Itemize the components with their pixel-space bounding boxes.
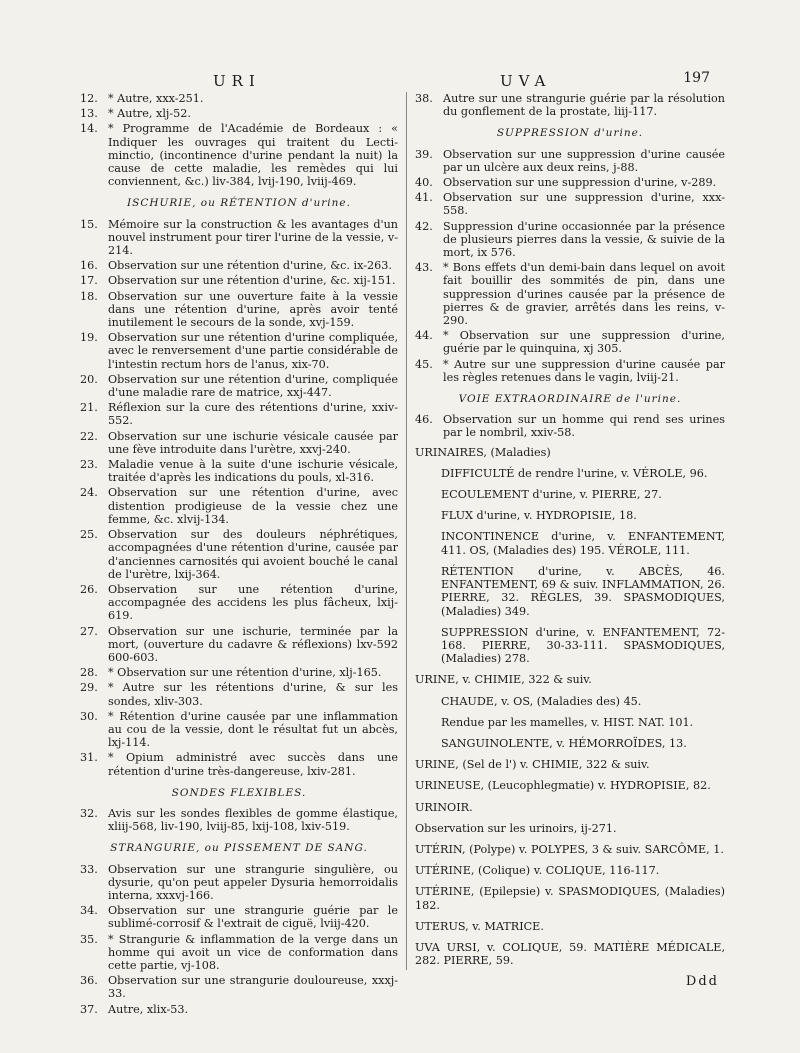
cross-reference-entry: URINEUSE, (Leucophlegmatie) v. HYDROPISIE, 82.	[415, 779, 711, 793]
entry-number: 43.	[415, 261, 433, 275]
cross-reference-entry: INCONTINENCE d'urine, v. ENFANTEMENT, 411. OS, (Maladies des) 195. VÉROLE, 111.	[441, 530, 725, 557]
cross-reference-entry: UTÉRINE, (Epilepsie) v. SPASMODIQUES, (Maladies) 182.	[415, 885, 725, 912]
entry-text: * Strangurie & inflammation de la verge dans un homme qui avoit un vice de conformation dans cette partie, vj-108.	[108, 932, 398, 972]
right-column	[415, 92, 725, 989]
entry-number: 19.	[80, 331, 98, 345]
entry-number: 30.	[80, 709, 98, 723]
index-entry	[80, 373, 398, 399]
index-entry	[80, 625, 398, 665]
index-entry	[80, 974, 398, 1000]
entry-group-top	[80, 92, 398, 188]
entry-group-ischurie	[80, 218, 398, 778]
entry-text: * Programme de l'Académie de Bordeaux : « Indiquer les ouvrages qui traitent du Lecti-minctio, (incontinence d'urine pendant la nuit) la cause de cette maladie, les remèdes qui lui conviennent, &c.) liv-384, lvij-190, lviij-469.	[108, 122, 398, 189]
index-entry	[80, 904, 398, 930]
entry-number: 31.	[80, 751, 98, 765]
entry-text: Avis sur les sondes flexibles de gomme élastique, xliij-568, liv-190, lviij-85, lxij-108, lxiv-519.	[108, 806, 398, 834]
entry-number: 34.	[80, 904, 98, 918]
entry-text: Observation sur une ischurie, terminée par la mort, (ouverture du cadavre & réflexions) lxv-592 600-603.	[108, 624, 398, 664]
entry-text: Autre sur une strangurie guérie par la résolution du gonflement de la prostate, liij-117.	[443, 92, 725, 119]
entry-number: 14.	[80, 122, 98, 136]
index-entry	[80, 933, 398, 973]
left-column	[80, 92, 398, 1018]
entry-text: Suppression d'urine occasionnée par la présence de plusieurs pierres dans la vessie, & suivie de la mort, ix 576.	[443, 219, 725, 260]
entry-text: Observation sur une rétention d'urine, &c. ix-263.	[108, 259, 392, 273]
cross-reference-entry: URINOIR.	[415, 800, 473, 814]
entry-number: 42.	[415, 219, 433, 233]
page-number: 197	[683, 70, 710, 86]
index-entry	[80, 331, 398, 371]
cross-reference-entry: Rendue par les mamelles, v. HIST. NAT. 101.	[441, 715, 694, 729]
entry-number: 28.	[80, 666, 98, 680]
entry-text: Observation sur une rétention d'urine, avec distention prodigieuse de la vessie chez une femme, &c. xlvij-134.	[108, 486, 398, 526]
entry-number: 36.	[80, 974, 98, 988]
entry-text: Observation sur une rétention d'urine, accompagnée des accidens les plus fâcheux, lxij-619.	[108, 582, 398, 623]
index-entry	[80, 107, 398, 120]
index-entry	[415, 220, 725, 260]
entry-number: 13.	[80, 107, 98, 121]
entry-text: Observation sur une ischurie vésicale causée par une fève introduite dans l'urètre, xxvj-240.	[108, 429, 398, 456]
entry-text: * Autre, xxx-251.	[108, 92, 204, 105]
cross-reference-entry: URINAIRES, (Maladies)	[415, 445, 551, 459]
entry-number: 32.	[80, 806, 98, 820]
index-entry	[415, 358, 725, 384]
index-entry	[80, 259, 398, 272]
entry-text: Observation sur une rétention d'urine, &c. xij-151.	[108, 274, 396, 288]
entry-number: 44.	[415, 329, 433, 343]
index-entry	[80, 218, 398, 258]
entry-group-strangurie	[80, 863, 398, 1016]
entry-text: Observation sur une suppression d'urine causée par un ulcère aux deux reins, j-88.	[443, 147, 725, 174]
section-heading-suppression: SUPPRESSION d'urine.	[496, 127, 644, 140]
entry-number: 12.	[80, 92, 98, 105]
index-entry	[415, 413, 725, 439]
entry-text: Mémoire sur la construction & les avantages d'un nouvel instrument pour tirer l'urine de la vessie, v-214.	[108, 217, 398, 258]
entry-number: 40.	[415, 176, 433, 190]
index-entry	[80, 290, 398, 330]
entry-number: 24.	[80, 486, 98, 500]
entry-number: 23.	[80, 458, 98, 472]
entry-text: * Rétention d'urine causée par une inflammation au cou de la vessie, dont le résultat fut un abcès, lxj-114.	[108, 709, 398, 750]
index-entry	[415, 191, 725, 217]
cross-reference-entry: SANGUINOLENTE, v. HÉMORROÏDES, 13.	[441, 736, 687, 750]
entry-group-voie	[415, 413, 725, 439]
entry-text: * Observation sur une suppression d'urine, guérie par le quinquina, xj 305.	[443, 329, 725, 356]
cross-reference-entry: UTÉRIN, (Polype) v. POLYPES, 3 & suiv. SARCÔME, 1.	[415, 842, 724, 856]
running-head-left: URI	[213, 72, 261, 90]
entry-number: 41.	[415, 191, 433, 205]
entry-text: Observation sur une strangurie singulière, ou dysurie, qu'on peut appeler Dysuria hemorroidalis interna, xxxvj-166.	[108, 862, 398, 902]
index-entry	[80, 807, 398, 833]
entry-number: 39.	[415, 147, 433, 161]
entry-text: Autre, xlix-53.	[108, 1002, 189, 1016]
entry-text: Observation sur une suppression d'urine, v-289.	[443, 176, 717, 190]
entry-text: Observation sur un homme qui rend ses urines par le nombril, xxiv-58.	[443, 413, 725, 440]
cross-reference-entry: URINE, (Sel de l') v. CHIMIE, 322 & suiv.	[415, 758, 650, 772]
entry-text: * Autre sur une suppression d'urine causée par les règles retenues dans le vagin, lviij-21.	[443, 357, 725, 384]
index-entry	[80, 1003, 398, 1016]
index-entry	[80, 458, 398, 484]
index-entry	[80, 863, 398, 903]
cross-reference-entry: UVA URSI, v. COLIQUE, 59. MATIÈRE MÉDICALE, 282. PIERRE, 59.	[415, 940, 725, 968]
cross-reference-entry: UTERUS, v. MATRICE.	[415, 919, 544, 933]
cross-reference-entry: SUPPRESSION d'urine, v. ENFANTEMENT, 72-168. PIERRE, 30-33-111. SPASMODIQUES, (Maladies) 278.	[441, 625, 725, 666]
cross-reference-entry: ECOULEMENT d'urine, v. PIERRE, 27.	[441, 488, 662, 502]
entry-group-suppression	[415, 148, 725, 384]
entry-text: Maladie venue à la suite d'une ischurie vésicale, traitée d'après les indications du pouls, xl-316.	[108, 458, 398, 485]
entry-text: Observation sur une rétention d'urine compliquée, avec le renversement d'une partie considérable de l'intestin rectum hors de l'anus, xix-70.	[108, 331, 398, 371]
index-entry	[415, 148, 725, 174]
entry-text: * Autre sur les rétentions d'urine, & sur les sondes, xliv-303.	[108, 681, 398, 708]
entry-number: 16.	[80, 259, 98, 273]
entry-number: 20.	[80, 372, 98, 386]
entry-number: 22.	[80, 429, 98, 443]
entry-number: 29.	[80, 681, 98, 695]
index-entry	[80, 583, 398, 623]
entry-group-top-right	[415, 92, 725, 118]
entry-text: Observation sur une ouverture faite à la vessie dans une rétention d'urine, après avoir tenté inutilement le secours de la sonde, xvj-159.	[108, 289, 398, 330]
index-entry	[80, 751, 398, 777]
entry-number: 46.	[415, 413, 433, 427]
running-head-right: UVA	[500, 72, 552, 90]
cross-reference-entry: CHAUDE, v. OS, (Maladies des) 45.	[441, 694, 642, 708]
index-entry	[80, 92, 398, 105]
cross-reference-entry: FLUX d'urine, v. HYDROPISIE, 18.	[441, 509, 637, 523]
entry-text: Réflexion sur la cure des rétentions d'urine, xxiv-552.	[108, 401, 398, 428]
index-entry	[415, 261, 725, 327]
section-heading-voie: VOIE EXTRAORDINAIRE de l'urine.	[458, 393, 682, 406]
cross-reference-entry: Observation sur les urinoirs, ij-271.	[415, 821, 617, 835]
entry-number: 37.	[80, 1002, 98, 1016]
entry-number: 17.	[80, 274, 98, 288]
entry-number: 33.	[80, 862, 98, 876]
entry-text: Observation sur une suppression d'urine, xxx-558.	[443, 191, 725, 218]
entry-group-sondes	[80, 807, 398, 833]
entry-number: 38.	[415, 92, 433, 105]
section-heading-sondes: SONDES FLEXIBLES.	[171, 786, 307, 799]
entry-text: Observation sur une strangurie douloureuse, xxxj-33.	[108, 974, 398, 1001]
index-entry	[415, 176, 725, 189]
cross-reference-entry: RÉTENTION d'urine, v. ABCÈS, 46. ENFANTEMENT, 69 & suiv. INFLAMMATION, 26. PIERRE, 32. RÈGLES, 39. SPASMODIQUES, (Maladies) 349.	[441, 564, 725, 618]
entry-text: * Opium administré avec succès dans une rétention d'urine très-dangereuse, lxiv-281.	[108, 751, 398, 778]
entry-number: 26.	[80, 582, 98, 596]
section-heading-strangurie: STRANGURIE, ou PISSEMENT DE SANG.	[110, 842, 368, 855]
index-list	[415, 446, 725, 968]
entry-text: * Observation sur une rétention d'urine, xlj-165.	[108, 666, 382, 680]
section-heading-ischurie: ISCHURIE, ou RÉTENTION d'urine.	[127, 197, 351, 210]
index-entry	[80, 430, 398, 456]
entry-number: 35.	[80, 932, 98, 946]
index-entry	[415, 92, 725, 118]
entry-text: * Bons effets d'un demi-bain dans lequel on avoit fait bouillir des sommités de pin, dans une suppression d'urines causée par la présence de pierres & de gravier, arrêtés dans les reins, v-290.	[443, 261, 725, 328]
cross-reference-entry: URINE, v. CHIMIE, 322 & suiv.	[415, 673, 592, 687]
entry-number: 15.	[80, 217, 98, 231]
entry-number: 18.	[80, 289, 98, 303]
entry-text: * Autre, xlj-52.	[108, 107, 191, 121]
entry-text: Observation sur une rétention d'urine, compliquée d'une maladie rare de matrice, xxj-447.	[108, 372, 398, 400]
index-entry	[415, 329, 725, 355]
entry-text: Observation sur une strangurie guérie par le sublimé-corrosif & l'extrait de ciguë, lviij-420.	[108, 904, 398, 931]
index-entry	[80, 486, 398, 526]
index-entry	[80, 666, 398, 679]
cross-reference-entry: DIFFICULTÉ de rendre l'urine, v. VÉROLE, 96.	[441, 466, 708, 480]
index-entry	[80, 528, 398, 581]
entry-number: 25.	[80, 528, 98, 542]
entry-text: Observation sur des douleurs néphrétiques, accompagnées d'une rétention d'urine, causée par d'anciennes carnosités qui avoient bouché le canal de l'urètre, lxij-364.	[108, 528, 398, 581]
column-divider	[406, 92, 407, 970]
index-entry	[80, 401, 398, 427]
index-entry	[80, 710, 398, 750]
index-entry	[80, 122, 398, 188]
index-entry	[80, 681, 398, 707]
signature-mark: Ddd	[685, 974, 719, 990]
entry-number: 21.	[80, 401, 98, 415]
cross-reference-entry: UTÉRINE, (Colique) v. COLIQUE, 116-117.	[415, 864, 660, 878]
entry-number: 45.	[415, 357, 433, 371]
entry-number: 27.	[80, 624, 98, 638]
index-entry	[80, 274, 398, 287]
